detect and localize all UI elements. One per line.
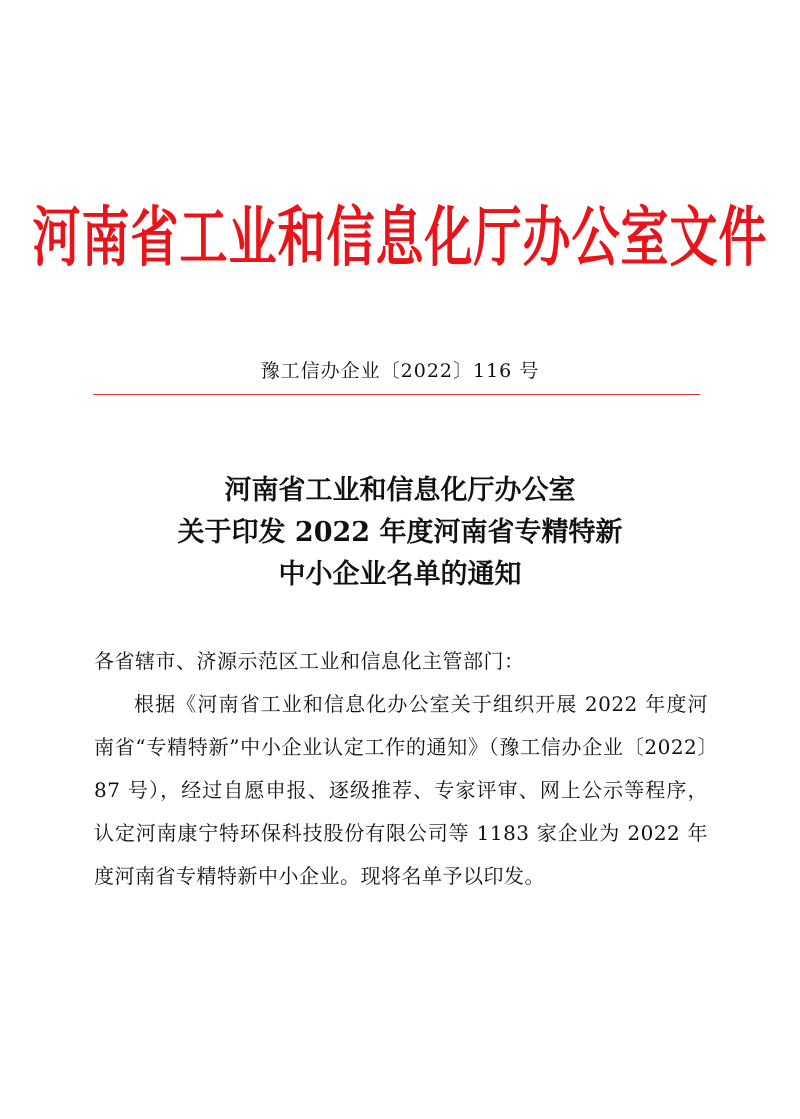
title-line-3: 中小企业名单的通知 — [278, 559, 522, 590]
body-paragraph: 根据《河南省工业和信息化办公室关于组织开展 2022 年度河南省“专精特新”中小企业认定工作的通知》（豫工信办企业〔2022〕87 号），经过自愿申报、逐级推荐、专家评审、网上公示等程序，认定河南康宁特环保科技股份有限公司等 1183 家企业为 2022 年度河南省专精特新中小企业。现将名单予以印发。 — [94, 692, 708, 888]
red-header-title — [0, 198, 800, 278]
title-line-2: 关于印发 2022 年度河南省专精特新 — [177, 517, 623, 548]
org-title-text: 河南省工业和信息化厅办公室文件 — [32, 200, 768, 276]
title-line-1: 河南省工业和信息化厅办公室 — [224, 475, 576, 506]
red-divider-line — [93, 394, 700, 395]
document-number: 豫工信办企业〔2022〕116 号 — [260, 360, 540, 382]
document-title — [0, 470, 800, 596]
salutation: 各省辖市、济源示范区工业和信息化主管部门： — [94, 649, 525, 673]
document-body — [94, 640, 708, 898]
